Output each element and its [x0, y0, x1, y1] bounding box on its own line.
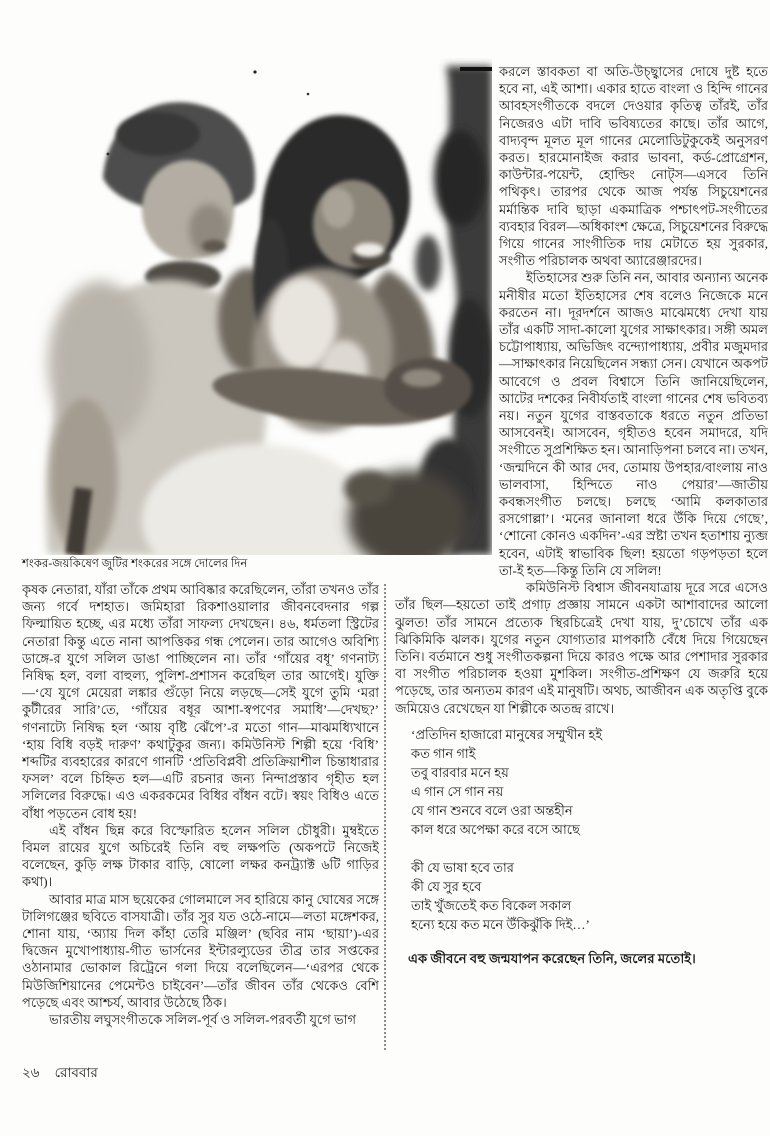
article-paragraph: আবার মাত্র মাস ছয়েকের গোলমালে সব হারিয়ে কানু ঘোষের সঙ্গে টালিগঞ্জের ছবিতে বাসযাত্রী। তাঁর সুর যত ওঠে-নামে—লতা মঙ্গেশকর, শোনা যায়, ‘অ্যায় দিল কাঁহা তেরি মঞ্জিল’ (ছবির নাম ‘ছায়া’)-এর দ্বিজেন মুখোপাধ্যায়-গীত ভার্সনের ইন্টারল্যুডের তীব্র তার সপ্তকের ওঠানামার ভোকাল রিট্রেনে গলা দিয়ে বলেছিলেন—‘এরপর থেকে মিউজিশিয়ানের পেমেন্টও চাইবেন’—তাঁর জীবন তাঁর থেকেও বেশি পড়েছে এবং আশ্চর্য, আবার উঠেছে ঠিক।	[22, 891, 379, 1010]
poem-line: কী যে ভাষা হবে তার	[411, 859, 514, 875]
article-paragraph: কৃষক নেতারা, যাঁরা তাঁকে প্রথম আবিষ্কার করেছিলেন, তাঁরা তখনও তাঁর জন্য গর্বে দশহাত। জমিহারা রিকশাওয়ালার জীবনবেদনার গল্প ফিল্মায়িত হচ্ছে, এর মধ্যে তাঁরা সাফল্য দেখছেন। ৪৬, ধর্মতলা স্ট্রিটের নেতারা কিন্তু এতে নানা আপত্তিকর গন্ধ পেলেন। তার আগেও অবিশ্যি ডাঙ্গে-র যুগে সলিল ডাঙা পাচ্ছিলেন না। তাঁর ‘গাঁয়ের বধূ’ গণনাট্য নিষিদ্ধ হল, বলা বাহুল্য, পুলিশ-প্রশাসন করেছিল তার আগেই। যুক্তি—‘যে যুগে মেয়েরা লঙ্কার গুঁড়ো নিয়ে লড়ছে—সেই যুগে তুমি ‘মরা কুটীরের সারি’তে, ‘গাঁয়ের বধূর আশা-স্বপণের সমাধি’—দেখছ?’ গণনাট্যে নিষিদ্ধ হল ‘আয় বৃষ্টি ঝেঁপে’-র মতো গান—মাঝমধ্যিখানে ‘হায় বিধি বড়ই দারুণ’ কথাটুকুর জন্য। কমিউনিস্ট শিল্পী হয়ে ‘বিধি’ শব্দটির ব্যবহারের কারণে গানটি ‘প্রতিবিপ্লবী প্রতিক্রিয়াশীল চিন্তাধারার ফসল’ বলে চিহ্নিত হল—এটি রচনার জন্য নিন্দাপ্রস্তাব গৃহীত হল সলিলের বিরুদ্ধে। এও একরকমের বিধির বাঁধন বটে। স্বয়ং বিধিও এতে বাঁধা পড়তেন বোধ হয়!	[22, 582, 379, 821]
song-quote	[411, 725, 768, 934]
left-text-column	[22, 581, 379, 1051]
poem-line: এ গান সে গান নয়	[411, 783, 504, 799]
magazine-title: রোববার	[54, 1065, 98, 1080]
poem-line: কী যে সুর হবে	[411, 878, 482, 894]
photo-intrusion-spacer	[395, 63, 499, 583]
poem-line: যে গান শুনবে বলে ওরা অন্তহীন	[411, 802, 573, 818]
poem-line: কত গান গাই	[411, 745, 476, 761]
article-paragraph: এই বাঁধন ছিন্ন করে বিস্ফোরিত হলেন সলিল চৌধুরী। মুম্বইতে বিমল রায়ের যুগে অচিরেই তিনি বহু লক্ষপতি (অকপটে নিজেই বলেছেন, কুড়ি লক্ষ টাকার বাড়ি, ষোলো লক্ষর কনট্র্যাক্ট ৬টি গাড়ির কথা)।	[22, 822, 379, 890]
poem-line: হন্যে হয়ে কত মনে উঁকিঝুঁকি দিই…’	[411, 916, 590, 932]
article-paragraph: করলে স্তাবকতা বা অতি-উচ্ছ্বাসের দোষে দুষ্ট হতে হবে না, এই আশা। একার হাতে বাংলা ও হিন্দি গানের আবহসংগীতকে বদলে দেওয়ার কৃতিত্ব তাঁরই, তাঁর নিজেরও এটা দাবি ভবিষ্যতের কাছে। তাঁর আগে, বাদ্যবৃন্দ মূলত মূল গানের মেলোডিটুকুকেই অনুসরণ করত। হারমোনাইজ করার ভাবনা, কর্ড-প্রোগ্রেশন, কাউন্টার-পয়েন্ট, হোল্ডিং নোট্স—এসবে তিনি পথিকৃৎ। তারপর থেকে আজ পর্যন্ত সিচুয়েশনের মর্মান্তিক দাবি ছাড়া একমাত্রিক পশ্চাৎপট-সংগীতের ব্যবহার বিরল—অধিকাংশ ক্ষেত্রে, সিচুয়েশনের বিরুদ্ধে গিয়ে গানের সাংগীতিক দায় মেটাতে হয় সুরকার, সংগীত পরিচালক অথবা অ্যারেঞ্জারদের।	[499, 64, 768, 269]
page-footer	[22, 1062, 98, 1085]
article-paragraph: ইতিহাসের শুরু তিনি নন, আবার অন্যান্য অনেক মনীষীর মতো ইতিহাসের শেষ বলেও নিজেকে মনে করতেন না। দূরদর্শনে আজও মাঝেমধ্যে দেখা যায় তাঁর একটি সাদা-কালো যুগের সাক্ষাৎকার। সঙ্গী অমল চট্টোপাধ্যায়, অভিজিৎ বন্দ্যোপাধ্যায়, প্রবীর মজুমদার—সাক্ষাৎকার নিয়েছিলেন সন্ধ্যা সেন। যেখানে অকপট আবেগে ও প্রবল বিশ্বাসে তিনি জানিয়েছিলেন, আটের দশকের নিবীর্যতাই বাংলা গানের শেষ ভবিতব্য নয়। নতুন যুগের বাস্তবতাকে ধরতে নতুন প্রতিভা আসবেনই। আসবেন, গৃহীতও হবেন সমাদরে, যদি সংগীতে সুপ্রশিক্ষিত হন। আনাড়িপনা চলবে না। তখন, ‘জন্মদিনে কী আর দেব, তোমায় উপহার/বাংলায় নাও ভালবাসা, হিন্দিতে নাও পেয়ার’—জাতীয় কবন্ধসংগীত চলছে। চলছে ‘আমি কলকাতার রসগোল্লা’। ‘মনের জানালা ধরে উঁকি দিয়ে গেছে’, ‘শোনো কোনও একদিন’-এর স্রষ্টা তখন হতাশায় ন্যুব্জ হবেন, এটাই স্বাভাবিক ছিল! হয়তো গড়পড়তা হলে তা-ই হত—কিন্তু তিনি যে সলিল!	[499, 270, 768, 578]
poem-line: তবু বারবার মনে হয়	[411, 764, 509, 780]
article-paragraph: কমিউনিস্ট বিশ্বাস জীবনযাত্রায় দূরে সরে এসেও তাঁর ছিল—হয়তো তাই প্রগাঢ় প্রজ্ঞায় সামনে একটা আশাবাদের আলো ঝুলত! তাঁর সামনে প্রত্যেক স্থিরচিত্রেই দেখা যায়, দু’চোখে তাঁর এক ঝিকিমিকি ঝলক। যুগের নতুন যোগ্যতার মাপকাঠি বেঁধে দিয়ে গিয়েছেন তিনি। বর্তমানে শুধু সংগীতকল্পনা দিয়ে কারও পক্ষে আর পেশাদার সুরকার বা সংগীত পরিচালক হওয়া মুশকিল। সংগীত-প্রশিক্ষণ যে জরুরি হয়ে পড়েছে, তার অন্যতম কারণ এই মানুষটি। অথচ, আজীবন এক অতৃপ্তি বুকে জমিয়েও রেখেছেন যা শিল্পীকে অতন্দ্র রাখে।	[395, 580, 768, 716]
right-text-column	[395, 63, 768, 1073]
poem-line: ‘প্রতিদিন হাজারো মানুষের সম্মুখীন হই	[411, 726, 603, 742]
poem-line: কাল ধরে অপেক্ষা করে বসে আছে	[411, 821, 580, 837]
poem-line: তাই খুঁজতেই কত বিকেল সকাল	[411, 897, 572, 913]
song-quote-stanza-2	[411, 858, 768, 934]
photo-caption: শংকর-জয়কিষেণ জুটির শংকরের সঙ্গে দোলের দিন	[22, 557, 248, 570]
article-paragraph: ভারতীয় লঘুসংগীতকে সলিল-পূর্ব ও সলিল-পরবর্তী যুগে ভাগ	[49, 1012, 356, 1028]
page-number: ২৬	[22, 1065, 40, 1080]
closing-line: এক জীবনে বহু জন্মযাপন করেছেন তিনি, জলের মতোই।	[408, 950, 696, 966]
column-divider-rule	[384, 584, 386, 1050]
